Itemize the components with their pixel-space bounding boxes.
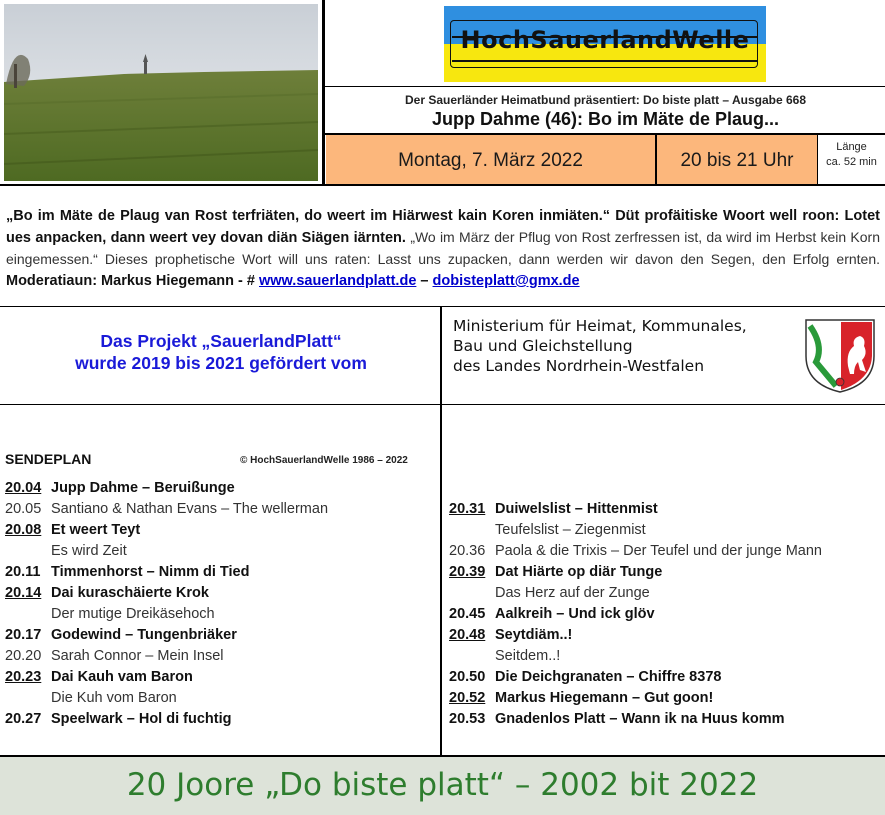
divider — [322, 0, 325, 185]
schedule-row — [5, 646, 224, 667]
schedule-title: Die Deichgranaten – Chiffre 8378 — [495, 669, 722, 685]
schedule-title: Timmenhorst – Nimm di Tied — [51, 564, 250, 580]
schedule-time: 20.39 — [449, 564, 486, 580]
schedule-time: 20.27 — [5, 711, 42, 727]
schedule-title: Santiano & Nathan Evans – The wellerman — [51, 501, 329, 517]
email-link[interactable]: dobisteplatt@gmx.de — [432, 273, 580, 289]
schedule-row — [449, 688, 713, 709]
divider — [0, 184, 885, 186]
episode-subtitle: Der Sauerländer Heimatbund präsentiert: Do biste platt – Ausgabe 668 — [405, 93, 806, 107]
episode-title: Jupp Dahme (46): Bo im Mäte de Plaug... — [431, 109, 780, 129]
schedule-title: Paola & die Trixis – Der Teufel und der junge Mann — [495, 543, 822, 559]
anniversary-text: 20 Joore „Do biste platt“ – 2002 bit 2022 — [126, 767, 759, 803]
ministry-name — [453, 316, 783, 376]
schedule-title: Duiwelslist – Hittenmist — [495, 501, 658, 517]
schedule-title: Speelwark – Hol di fuchtig — [51, 711, 232, 727]
station-logo — [444, 6, 766, 82]
schedule-time: 20.50 — [449, 669, 486, 685]
anniversary-banner — [0, 757, 885, 815]
nrw-crest-icon — [802, 316, 878, 394]
schedule-title: Seytdiäm..! — [495, 627, 573, 643]
length-value: ca. 52 min — [826, 156, 877, 168]
schedule-time: 20.31 — [449, 501, 486, 517]
schedule-row — [449, 562, 662, 583]
quote-translation: „Wo im März der Pflug von Rost zerfressen ist, da wird im Herbst kein Korn eingemessen.“ Dieses prophetische Wort will uns raten: Lasst uns zupacken, dann werden wir davon den Segen, den Erfolg ernten. — [6, 229, 880, 267]
schedule-time: 20.23 — [5, 669, 42, 685]
divider — [0, 404, 885, 405]
schedule-subtitle: Seitdem..! — [495, 648, 561, 664]
schedule-subtitle: Die Kuh vom Baron — [51, 690, 177, 706]
broadcast-time: 20 bis 21 Uhr — [680, 150, 794, 171]
schedule-right-column — [449, 499, 879, 739]
schedule-subtitle: Es wird Zeit — [51, 543, 127, 559]
divider — [0, 306, 885, 307]
logo-text: HochSauerlandWelle — [460, 26, 750, 54]
schedule-row — [5, 709, 231, 730]
schedule-row — [449, 604, 655, 625]
schedule-time: 20.05 — [5, 501, 42, 517]
ministry-line-1: Ministerium für Heimat, Kommunales, — [453, 317, 747, 335]
schedule-time: 20.11 — [5, 564, 41, 580]
project-line-1: Das Projekt „SauerlandPlatt“ — [100, 331, 342, 351]
ministry-line-2: Bau und Gleichstellung — [453, 337, 633, 355]
schedule-row — [5, 520, 140, 541]
schedule-time: 20.45 — [449, 606, 486, 622]
schedule-time: 20.14 — [5, 585, 42, 601]
schedule-title: Dat Hiärte op diär Tunge — [495, 564, 663, 580]
schedule-row — [5, 562, 249, 583]
schedule-time: 20.53 — [449, 711, 486, 727]
schedule-row — [5, 667, 193, 688]
schedule-row — [449, 625, 572, 646]
schedule-row — [449, 667, 721, 688]
broadcast-time-cell — [657, 135, 817, 184]
project-line-2: wurde 2019 bis 2021 gefördert vom — [75, 353, 367, 373]
schedule-title: Dai Kauh vam Baron — [51, 669, 193, 685]
moderation-label: Moderatiaun: Markus Hiegemann - # — [6, 273, 255, 289]
schedule-subtitle: Das Herz auf der Zunge — [495, 585, 650, 601]
schedule-row — [5, 625, 237, 646]
schedule-time: 20.04 — [5, 480, 42, 496]
schedule-title: Sarah Connor – Mein Insel — [51, 648, 224, 664]
schedule-time: 20.52 — [449, 690, 486, 706]
schedule-row — [449, 541, 822, 562]
schedule-title: Markus Hiegemann – Gut goon! — [495, 690, 714, 706]
website-link[interactable]: www.sauerlandplatt.de — [259, 273, 417, 289]
broadcast-date: Montag, 7. März 2022 — [398, 150, 583, 171]
schedule-time: 20.48 — [449, 627, 486, 643]
divider — [440, 306, 442, 756]
schedule-time: 20.17 — [5, 627, 42, 643]
project-funding-note — [6, 330, 436, 374]
link-separator: – — [420, 273, 429, 289]
schedule-time: 20.20 — [5, 648, 42, 664]
schedule-title: Gnadenlos Platt – Wann ik na Huus komm — [495, 711, 785, 727]
schedule-left-column — [5, 478, 435, 748]
schedule-row — [5, 499, 328, 520]
schedule-time: 20.08 — [5, 522, 42, 538]
schedule-heading: SENDEPLAN — [5, 451, 92, 467]
length-label: Länge — [836, 141, 867, 153]
quote-text: „Bo im Mäte de Plaug van Rost terfriäten, do weert im Hiärwest kain Koren inmiäten.“ Düt profäitiske Woort well roon: Lotet ues anpacken, dann weert vey dovan diän Siägen iärnten. — [6, 208, 880, 246]
schedule-title: Et weert Teyt — [51, 522, 141, 538]
schedule-row — [449, 709, 785, 730]
divider — [325, 86, 885, 87]
schedule-title: Dai kuraschäierte Krok — [51, 585, 209, 601]
episode-description — [6, 206, 880, 292]
schedule-title: Godewind – Tungenbriäker — [51, 627, 237, 643]
schedule-time: 20.36 — [449, 543, 486, 559]
copyright-note: © HochSauerlandWelle 1986 – 2022 — [240, 455, 408, 466]
schedule-subtitle: Der mutige Dreikäsehoch — [51, 606, 215, 622]
schedule-title: Jupp Dahme – Beruißunge — [51, 480, 235, 496]
schedule-row — [5, 583, 209, 604]
header-photo — [4, 4, 318, 181]
schedule-row — [5, 478, 235, 499]
schedule-subtitle: Teufelslist – Ziegenmist — [495, 522, 646, 538]
ministry-line-3: des Landes Nordrhein-Westfalen — [453, 357, 705, 375]
broadcast-date-cell — [326, 135, 655, 184]
schedule-row — [449, 499, 658, 520]
schedule-title: Aalkreih – Und ick glöv — [495, 606, 655, 622]
